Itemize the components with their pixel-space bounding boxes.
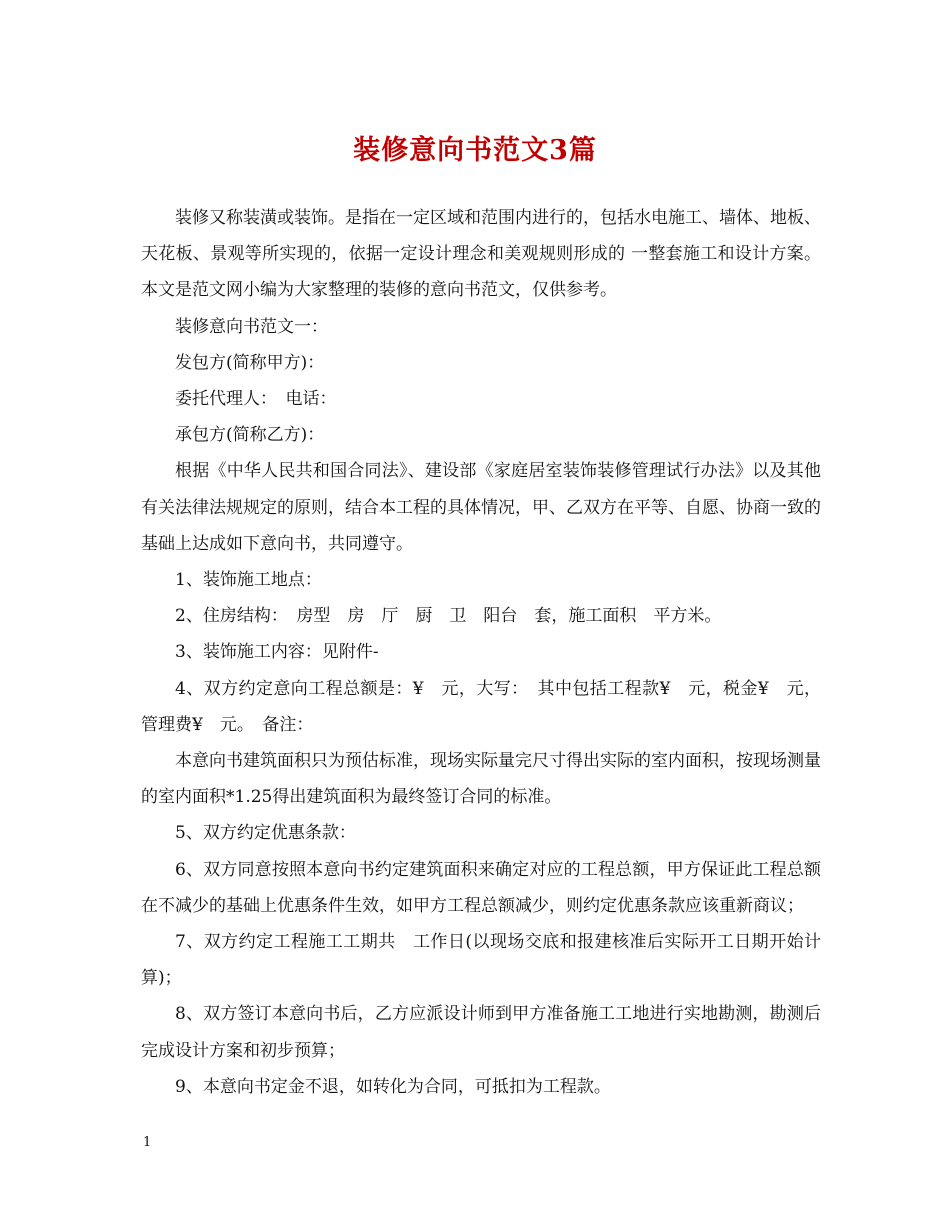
paragraph-legal-basis: 根据《中华人民共和国合同法》、建设部《家庭居室装饰装修管理试行办法》以及其他有关法律法规规定的原则，结合本工程的具体情况，甲、乙双方在平等、自愿、协商一致的基础上达成如下意向书，共同遵守。 (141, 461, 821, 554)
paragraph-clause-3: 3、装饰施工内容：见附件- (175, 642, 379, 663)
paragraph-clause-4: 4、双方约定意向工程总额是：¥ 元，大写： 其中包括工程款¥ 元，税金¥ 元，管理费¥ 元。 备注： (141, 678, 821, 735)
document-body (141, 200, 821, 1105)
paragraph-area-note: 本意向书建筑面积只为预估标准，现场实际量完尺寸得出实际的室内面积，按现场测量的室内面积*1.25得出建筑面积为最终签订合同的标准。 (141, 751, 821, 808)
document-title: 装修意向书范文3篇 (353, 135, 597, 166)
paragraph-intro: 装修又称装潢或装饰。是指在一定区域和范围内进行的，包括水电施工、墙体、地板、天花板、景观等所实现的，依据一定设计理念和美观规则形成的 一整套施工和设计方案。本文是范文网小编为大家整理的装修的意向书范文，仅供参考。 (141, 208, 821, 301)
paragraph-clause-9: 9、本意向书定金不退，如转化为合同，可抵扣为工程款。 (175, 1076, 611, 1097)
paragraph-clause-7: 7、双方约定工程施工工期共 工作日(以现场交底和报建核准后实际开工日期开始计算)； (141, 932, 821, 989)
paragraph-agent: 委托代理人： 电话： (175, 389, 337, 410)
page-number: 1 (143, 1135, 152, 1150)
paragraph-clause-1: 1、装饰施工地点： (175, 570, 322, 591)
paragraph-party-a: 发包方(简称甲方)： (175, 352, 325, 373)
paragraph-sample-heading: 装修意向书范文一： (175, 316, 328, 337)
paragraph-clause-5: 5、双方约定优惠条款： (175, 823, 356, 844)
paragraph-clause-2: 2、住房结构： 房型 房 厅 厨 卫 阳台 套，施工面积 平方米。 (175, 606, 722, 627)
paragraph-party-b: 承包方(简称乙方)： (175, 425, 325, 446)
paragraph-clause-6: 6、双方同意按照本意向书约定建筑面积来确定对应的工程总额，甲方保证此工程总额在不减少的基础上优惠条件生效，如甲方工程总额减少，则约定优惠条款应该重新商议； (141, 859, 821, 916)
paragraph-clause-8: 8、双方签订本意向书后，乙方应派设计师到甲方准备施工工地进行实地勘测，勘测后完成设计方案和初步预算； (141, 1004, 821, 1061)
